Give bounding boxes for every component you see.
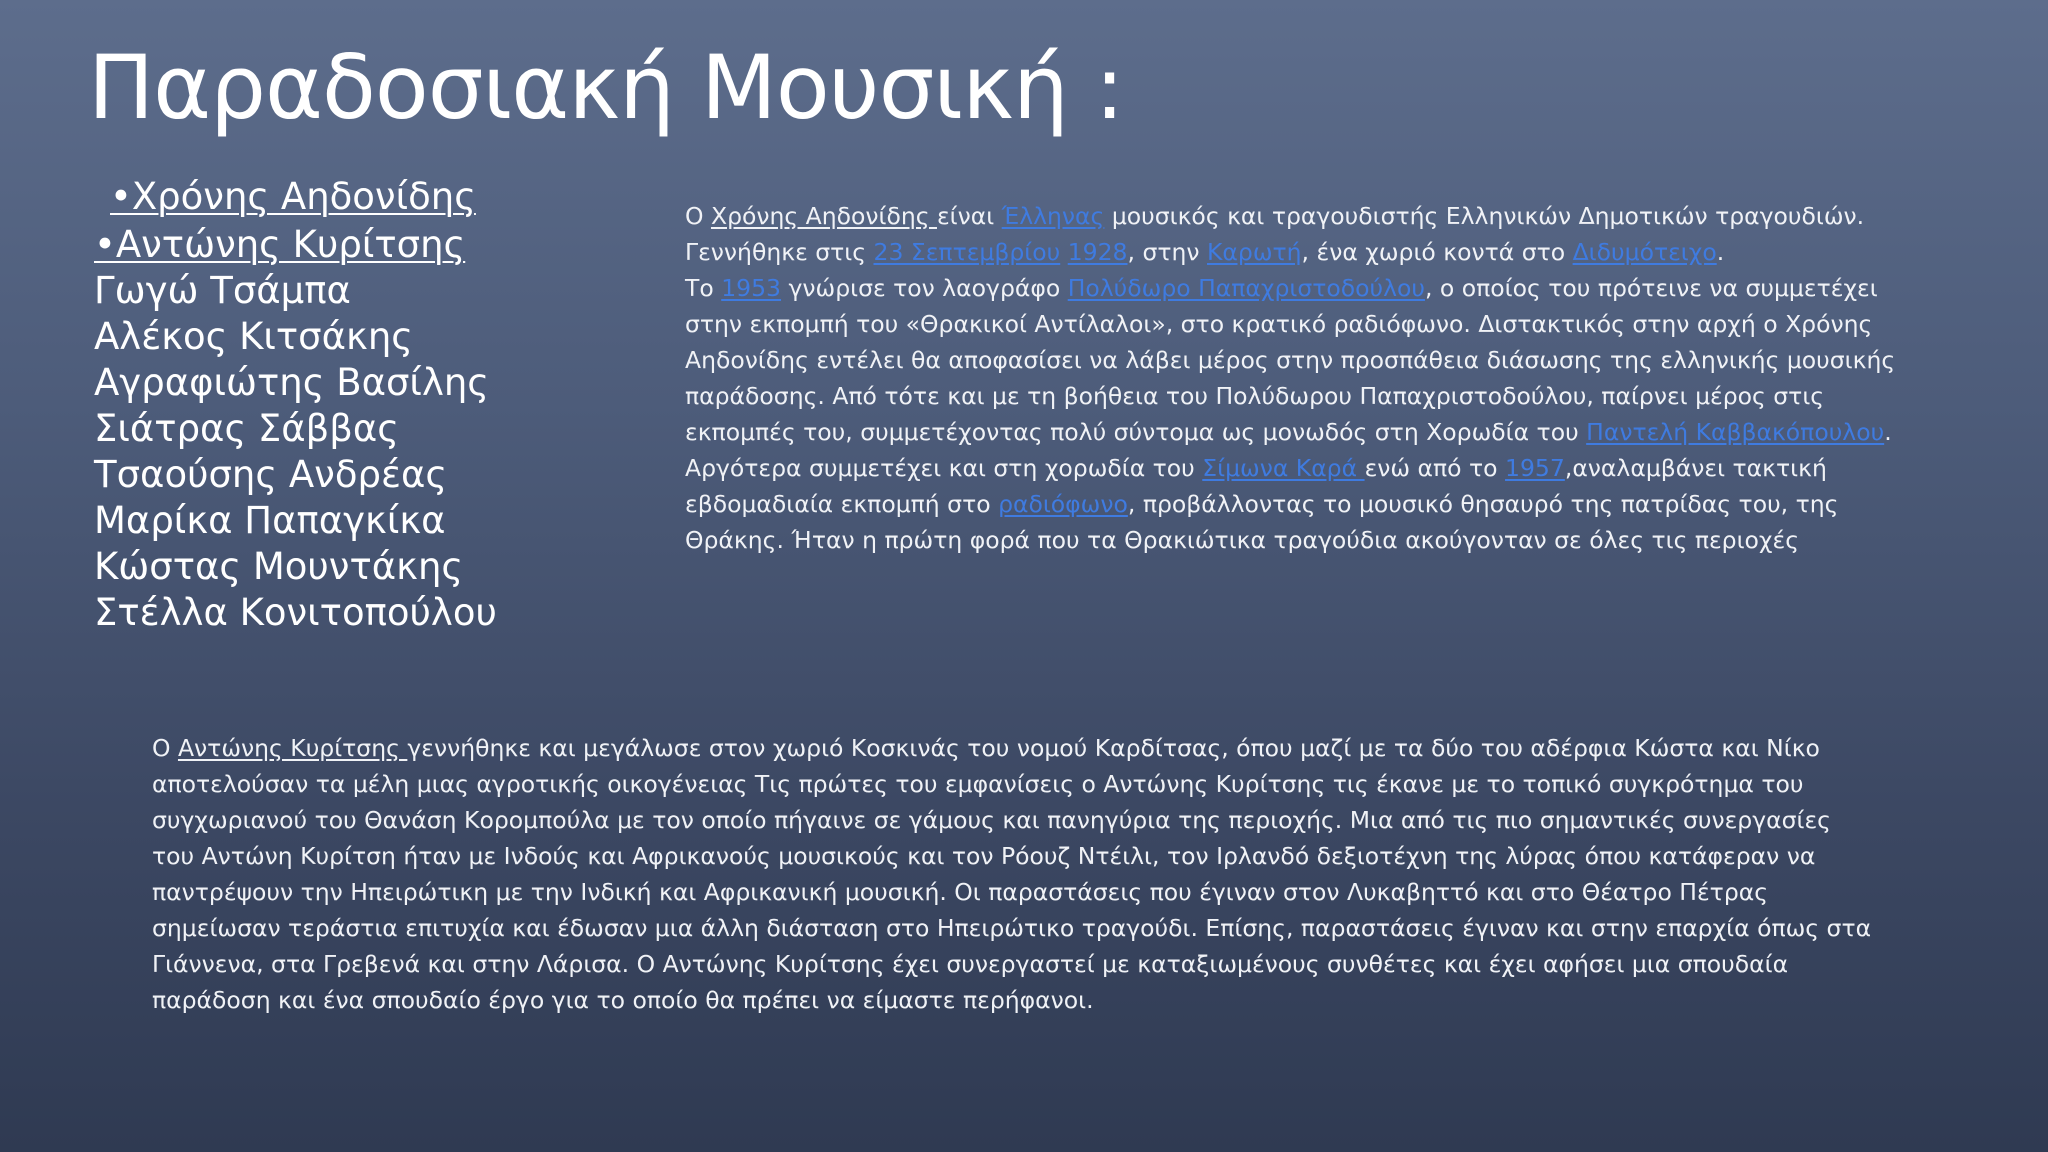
text: Ο xyxy=(685,202,711,230)
bio-line: Αηδονίδης εντέλει θα αποφασίσει να λάβει μέρος στην προσπάθεια διάσωσης της ελληνικής μουσικής xyxy=(685,346,1896,374)
artist-item-kyritsis[interactable]: •Αντώνης Κυρίτσης xyxy=(94,223,466,266)
bio-aidonidis xyxy=(685,198,1975,558)
link-karoti[interactable]: Καρωτή xyxy=(1207,238,1302,266)
bio-line: του Αντώνη Κυρίτση ήταν με Ινδούς και Αφρικανούς μουσικούς και τον Ρόουζ Ντέιλι, τον Ιρλανδό δεξιοτέχνη της λύρας όπου κατάφεραν να xyxy=(152,842,1816,870)
text xyxy=(1060,238,1067,266)
bio-line xyxy=(152,730,1952,766)
slide-title: Παραδοσιακή Μουσική : xyxy=(88,36,1124,139)
text: , στην xyxy=(1127,238,1207,266)
artist-item-aidonidis[interactable]: •Χρόνης Αηδονίδης xyxy=(110,175,476,218)
artist-item: Κώστας Μουντάκης xyxy=(94,545,464,588)
text: . xyxy=(1716,238,1725,266)
text: Ο xyxy=(152,734,178,762)
link-papachristodoulou[interactable]: Πολύδωρο Παπαχριστοδούλου xyxy=(1067,274,1425,302)
link-simonas-karas[interactable]: Σίμωνα Καρά xyxy=(1202,454,1365,482)
name-link[interactable]: Αντώνης Κυρίτσης xyxy=(177,734,408,762)
name-link[interactable]: Χρόνης Αηδονίδης xyxy=(710,202,937,230)
artist-item: Μαρίκα Παπαγκίκα xyxy=(94,499,446,542)
artist-item: Τσαούσης Ανδρέας xyxy=(94,453,448,496)
text: Γεννήθηκε στις xyxy=(685,238,874,266)
bio-line: Θράκης. Ήταν η πρώτη φορά που τα Θρακιώτικα τραγούδια ακούγονταν σε όλες τις περιοχές xyxy=(685,526,1800,554)
bio-line xyxy=(685,234,1975,270)
text: είναι xyxy=(936,202,1002,230)
artist-item: Γωγώ Τσάμπα xyxy=(94,269,351,312)
link-year-1953[interactable]: 1953 xyxy=(721,274,782,302)
text: Αργότερα συμμετέχει και στη χορωδία του xyxy=(685,454,1203,482)
bio-kyritsis xyxy=(152,730,1952,1018)
bio-line: παράδοση και ένα σπουδαίο έργο για το οποίο θα πρέπει να είμαστε περήφανοι. xyxy=(152,986,1094,1014)
bio-line xyxy=(685,270,1975,306)
text: Το xyxy=(685,274,722,302)
text: , ο οποίος του πρότεινε να συμμετέχει xyxy=(1424,274,1878,302)
text: ,αναλαμβάνει τακτική xyxy=(1564,454,1827,482)
artist-item: Στέλλα Κονιτοπούλου xyxy=(94,591,497,634)
text: . xyxy=(1884,418,1892,446)
bio-line xyxy=(685,198,1975,234)
artist-list xyxy=(94,172,497,636)
bio-line xyxy=(685,486,1975,522)
text: , ένα χωριό κοντά στο xyxy=(1301,238,1573,266)
bio-line: παράδοσης. Από τότε και με τη βοήθεια του Πολύδωρου Παπαχριστοδούλου, παίρνει μέρος στις xyxy=(685,382,1825,410)
link-ellinas[interactable]: Έλληνας xyxy=(1001,202,1105,230)
bio-line: συγχωριανού του Θανάση Κορομπούλα με τον οποίο πήγαινε σε γάμους και πανηγύρια της περιοχής. Μια από τις πιο σημαντικές συνεργασίες xyxy=(152,806,1831,834)
bio-line: σημείωσαν τεράστια επιτυχία και έδωσαν μια άλλη διάσταση στο Ηπειρώτικο τραγούδι. Επίσης, παραστάσεις έγιναν και στην επαρχία όπως στα xyxy=(152,914,1872,942)
text: γεννήθηκε και μεγάλωσε στον χωριό Κοσκινάς του νομού Καρδίτσας, όπου μαζί με τα δύο του αδέρφια Κώστα και Νίκο xyxy=(407,734,1820,762)
link-radio[interactable]: ραδιόφωνο xyxy=(998,490,1128,518)
bio-line: αποτελούσαν τα μέλη μιας αγροτικής οικογένειας Τις πρώτες του εμφανίσεις ο Αντώνης Κυρίτσης τις έκανε με το τοπικό συγκρότημα του xyxy=(152,770,1804,798)
bio-line: Γιάννενα, στα Γρεβενά και στην Λάρισα. Ο Αντώνης Κυρίτσης έχει συνεργαστεί με καταξιωμένους συνθέτες και έχει αφήσει μια σπουδαία xyxy=(152,950,1789,978)
text: μουσικός και τραγουδιστής Ελληνικών Δημοτικών τραγουδιών. xyxy=(1104,202,1865,230)
link-kavvakopoulos[interactable]: Παντελή Καββακόπουλου xyxy=(1586,418,1885,446)
bio-line: στην εκπομπή του «Θρακικοί Αντίλαλοι», στο κρατικό ραδιόφωνο. Διστακτικός στην αρχή ο Χρόνης xyxy=(685,310,1873,338)
artist-item: Σιάτρας Σάββας xyxy=(94,407,400,450)
bio-line xyxy=(685,414,1975,450)
text: εκπομπές του, συμμετέχοντας πολύ σύντομα ως μονωδός στη Χορωδία του xyxy=(685,418,1587,446)
text: γνώρισε τον λαογράφο xyxy=(781,274,1068,302)
text: , προβάλλοντας το μουσικό θησαυρό της πατρίδας του, της xyxy=(1127,490,1839,518)
bio-line: παντρέψουν την Ηπειρώτικη με την Ινδική και Αφρικανική μουσική. Οι παραστάσεις που έγιναν στον Λυκαβηττό και στο Θέατρο Πέτρας xyxy=(152,878,1769,906)
link-year-1957[interactable]: 1957 xyxy=(1505,454,1565,482)
link-didymoteicho[interactable]: Διδυμότειχο xyxy=(1572,238,1717,266)
link-date[interactable]: 23 Σεπτεμβρίου xyxy=(873,238,1061,266)
link-year-1928[interactable]: 1928 xyxy=(1067,238,1128,266)
bio-line xyxy=(685,450,1975,486)
text: εβδομαδιαία εκπομπή στο xyxy=(685,490,999,518)
artist-item: Αγραφιώτης Βασίλης xyxy=(94,361,490,404)
text: ενώ από το xyxy=(1364,454,1506,482)
artist-item: Αλέκος Κιτσάκης xyxy=(94,315,413,358)
